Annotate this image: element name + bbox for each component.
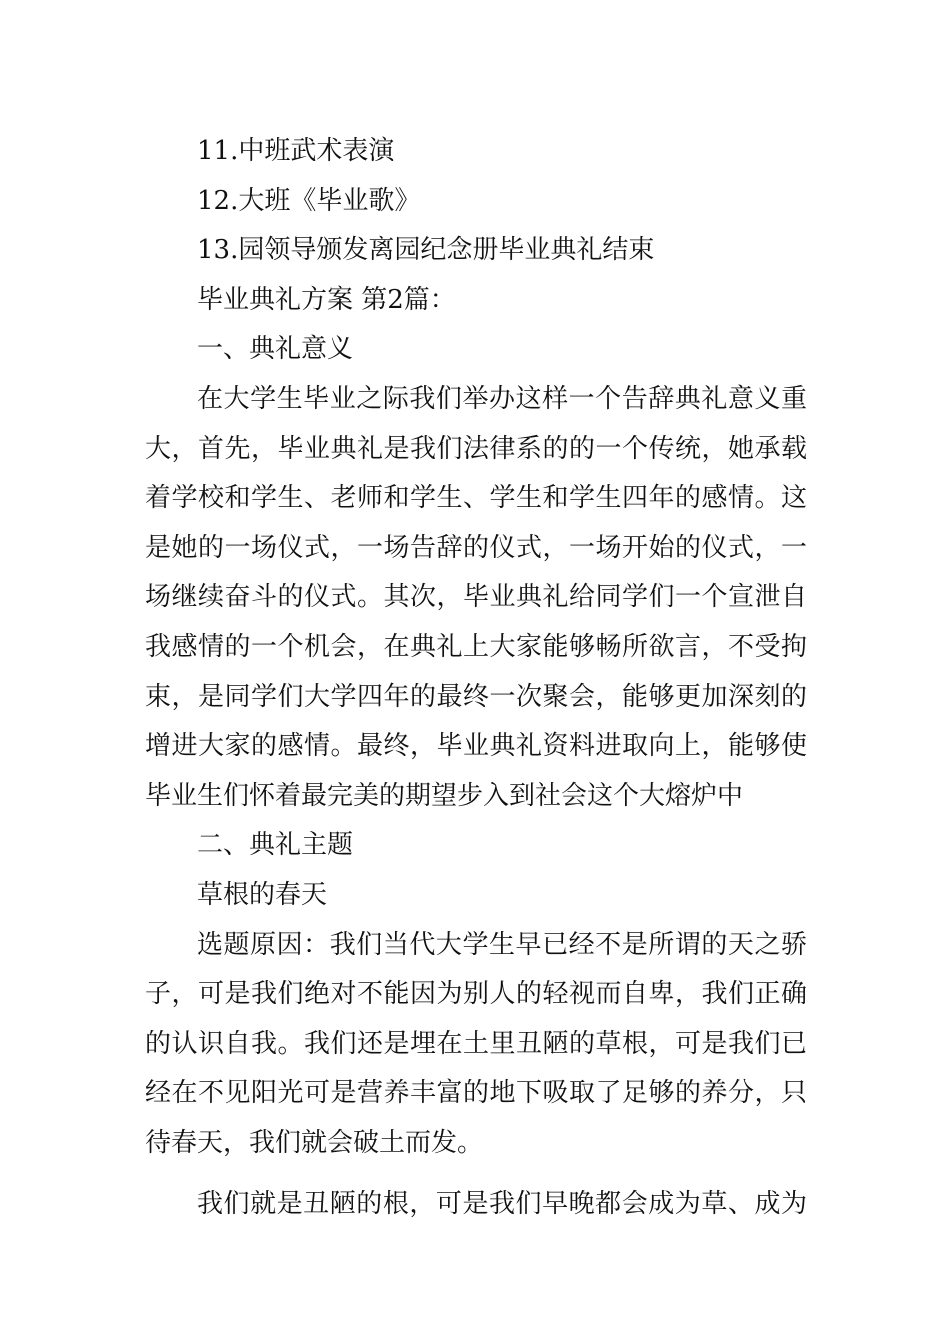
- list-item-11: 11.中班武术表演: [197, 136, 395, 166]
- paragraph-line: 大，首先，毕业典礼是我们法律系的的一个传统，她承载: [145, 433, 807, 464]
- paragraph-line: 待春天，我们就会破土而发。: [145, 1127, 484, 1158]
- paragraph-line: 束，是同学们大学四年的最终一次聚会，能够更加深刻的: [145, 681, 807, 712]
- paragraph-line: 场继续奋斗的仪式。其次，毕业典礼给同学们一个宣泄自: [145, 582, 807, 613]
- paragraph-line: 选题原因：我们当代大学生早已经不是所谓的天之骄: [197, 929, 807, 960]
- paragraph-line: 子，可是我们绝对不能因为别人的轻视而自卑，我们正确: [145, 979, 807, 1010]
- paragraph-line: 的认识自我。我们还是埋在土里丑陋的草根，可是我们已: [145, 1028, 807, 1059]
- document-body: [145, 127, 807, 1230]
- paragraph-line: 增进大家的感情。最终，毕业典礼资料进取向上，能够使: [145, 731, 807, 762]
- paragraph-line: 着学校和学生、老师和学生、学生和学生四年的感情。这: [145, 483, 807, 514]
- list-item-13: 13.园领导颁发离园纪念册毕业典礼结束: [197, 235, 655, 266]
- heading-ceremony-theme: 二、典礼主题: [197, 830, 354, 861]
- theme-title: 草根的春天: [197, 879, 328, 910]
- list-item-12: 12.大班《毕业歌》: [197, 185, 421, 216]
- paragraph-line: 经在不见阳光可是营养丰富的地下吸取了足够的养分，只: [145, 1078, 807, 1109]
- paragraph-line: 毕业生们怀着最完美的期望步入到社会这个大熔炉中: [145, 780, 744, 811]
- heading-ceremony-significance: 一、典礼意义: [197, 334, 354, 365]
- paragraph-line: 我们就是丑陋的根，可是我们早晚都会成为草、成为: [197, 1189, 807, 1220]
- paragraph-gap: [145, 1168, 807, 1180]
- paragraph-line: 是她的一场仪式，一场告辞的仪式，一场开始的仪式，一: [145, 532, 807, 563]
- section-title: 毕业典礼方案 第2篇：: [197, 284, 456, 315]
- paragraph-line: 我感情的一个机会，在典礼上大家能够畅所欲言，不受拘: [145, 631, 807, 662]
- paragraph-line: 在大学生毕业之际我们举办这样一个告辞典礼意义重: [197, 383, 807, 414]
